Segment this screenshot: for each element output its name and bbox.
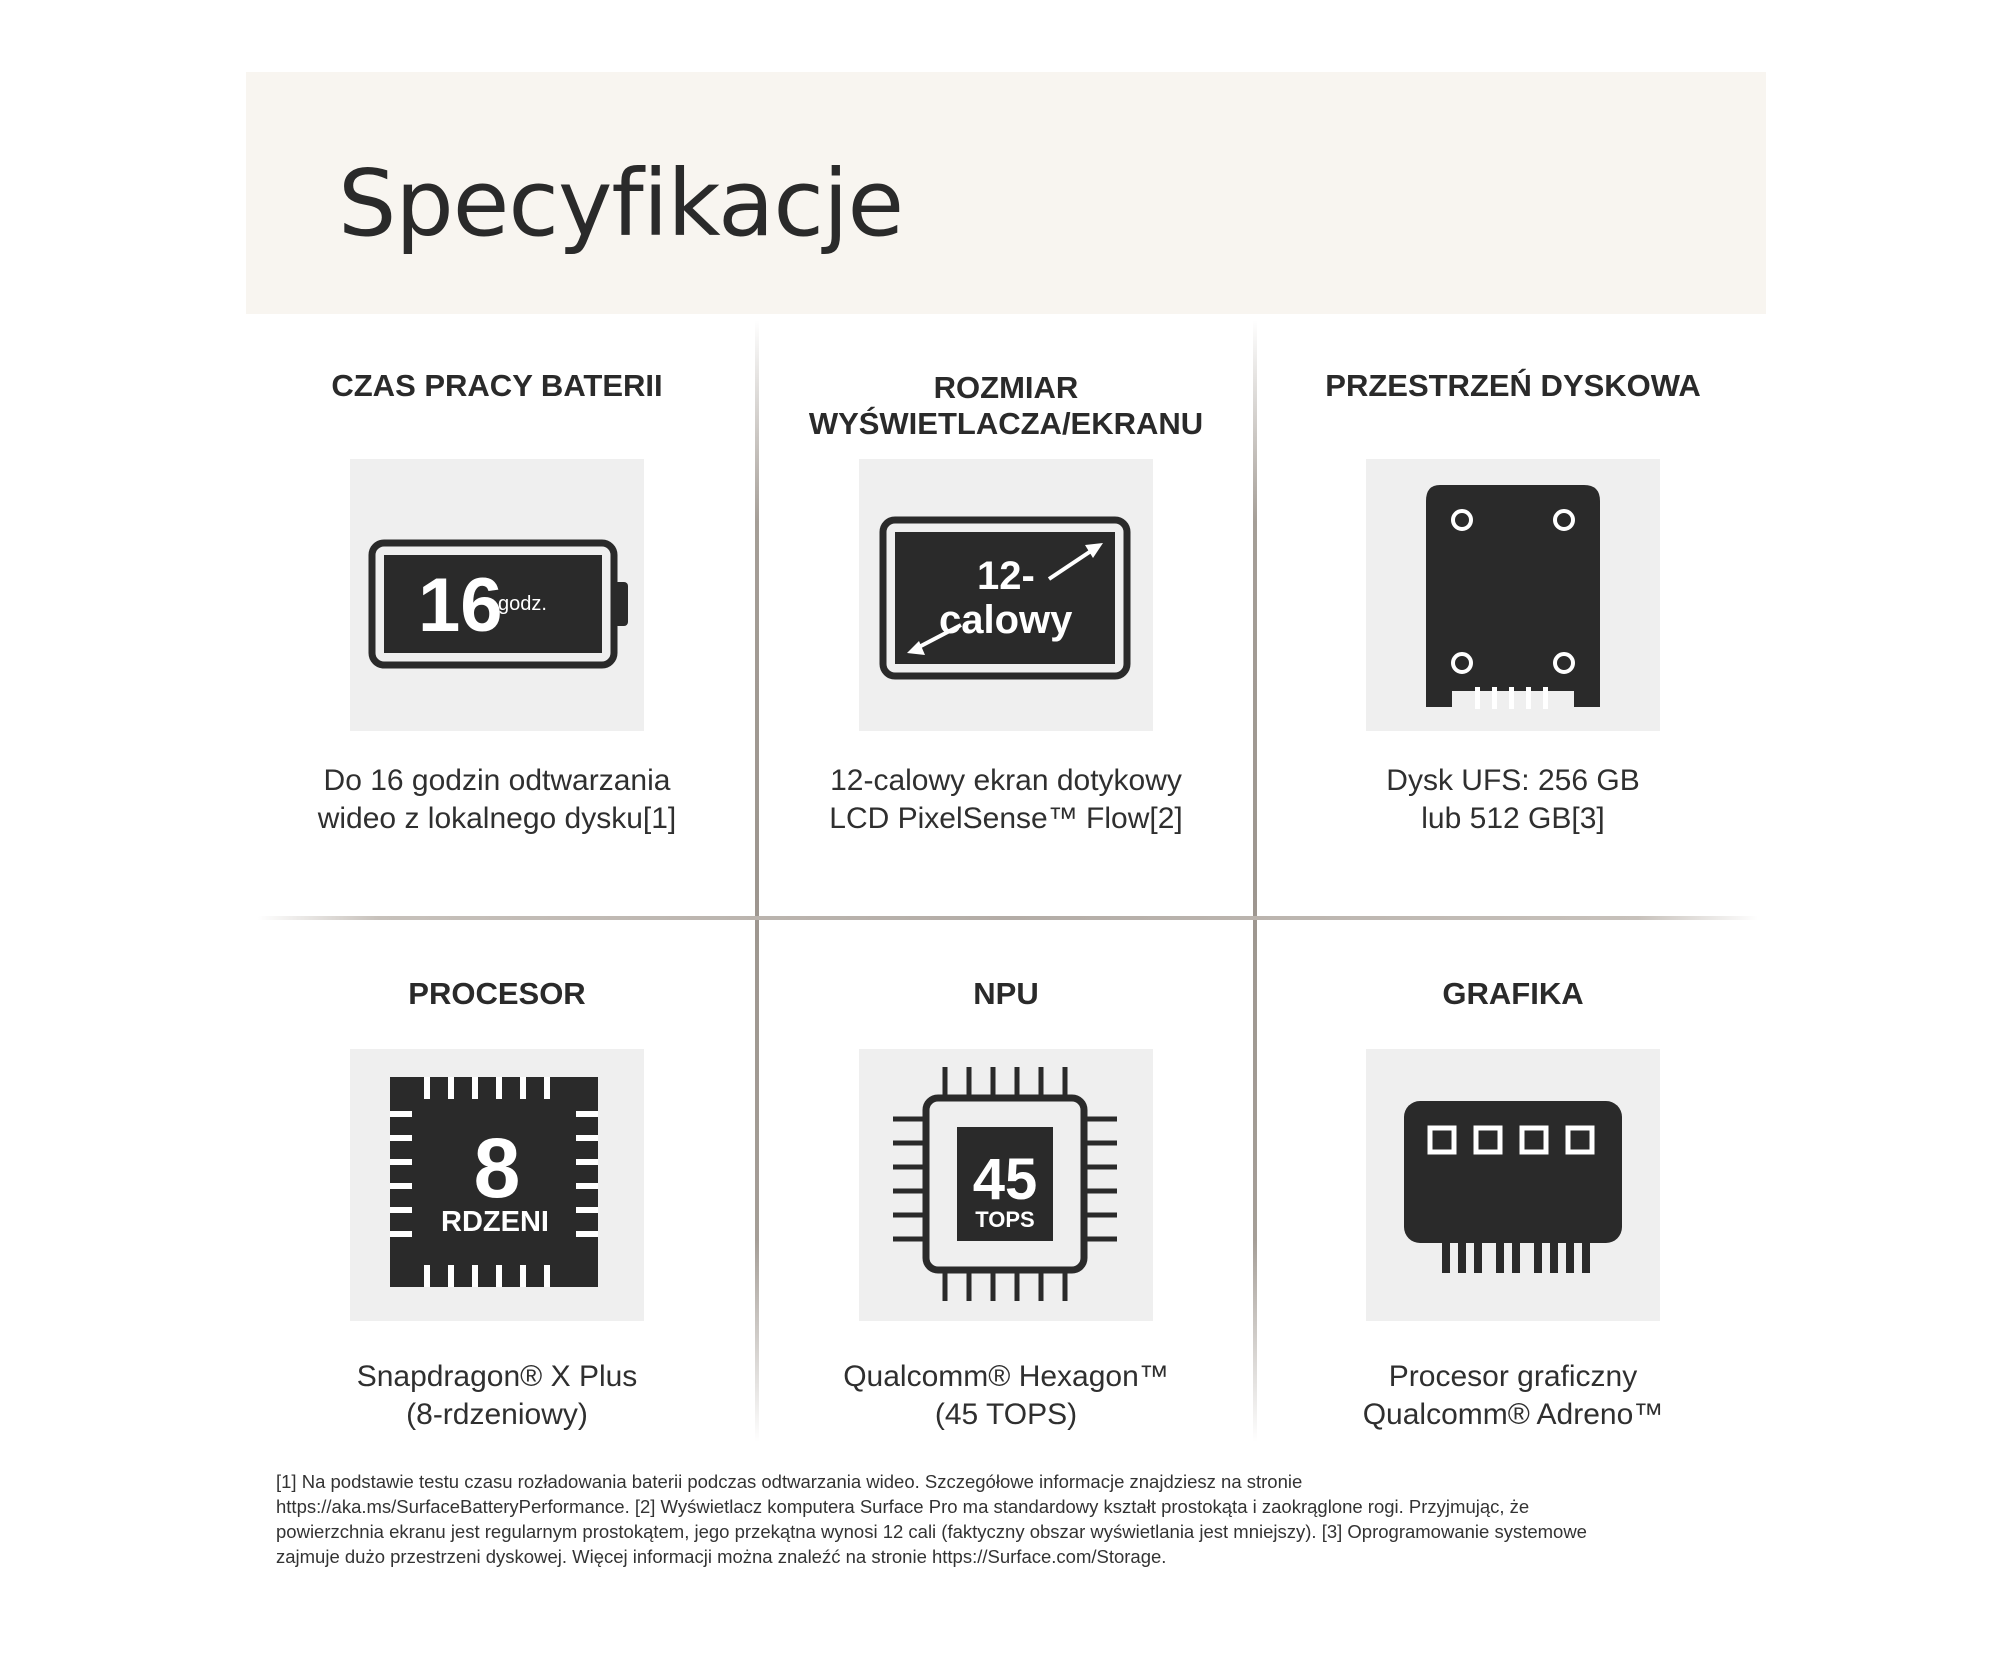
spec-description: Do 16 godzin odtwarzania wideo z lokalnego dysku[1] [317, 764, 677, 835]
processor-chip-icon [350, 1049, 644, 1321]
npu-tops-number: 45 [972, 1147, 1038, 1212]
footnote-line: powierzchnia ekranu jest regularnym prostokątem, jego przekątna wynosi 12 cali (faktyczny obszar wyświetlania jest mniejszy). [3] Oprogramowanie systemowe [276, 1521, 1587, 1542]
spec-title: GRAFIKA [1442, 976, 1584, 1011]
spec-description: 12-calowy ekran dotykowy LCD PixelSense™ Flow[2] [829, 764, 1183, 835]
spec-title: PROCESOR [408, 976, 586, 1011]
spec-description: Dysk UFS: 256 GB lub 512 GB[3] [1386, 764, 1640, 835]
display-size-number: 12- [977, 554, 1035, 598]
core-count-number: 8 [473, 1121, 521, 1215]
battery-hours-number: 16 [418, 563, 503, 648]
battery-hours-unit: godz. [498, 593, 547, 615]
footnote-line: https://aka.ms/SurfaceBatteryPerformance. [2] Wyświetlacz komputera Surface Pro ma standardowy kształt prostokąta i zaokrąglone rogi. Przyjmując, że [276, 1496, 1530, 1517]
spec-description: Qualcomm® Hexagon™ (45 TOPS) [843, 1360, 1169, 1431]
icon-tile [859, 459, 1153, 731]
icon-tile [1366, 1049, 1660, 1321]
spec-title: PRZESTRZEŃ DYSKOWA [1325, 368, 1701, 403]
spec-title: CZAS PRACY BATERII [331, 368, 663, 403]
footnote-line: zajmuje dużo przestrzeni dyskowej. Więcej informacji można znaleźć na stronie https://Surface.com/Storage. [276, 1546, 1167, 1567]
spec-title: NPU [973, 976, 1039, 1011]
battery-icon [350, 459, 644, 731]
grid-divider-vertical-2 [1253, 320, 1257, 1442]
gpu-card-icon [1366, 1049, 1660, 1321]
header-banner [246, 72, 1766, 314]
icon-tile [350, 459, 644, 731]
spec-title: ROZMIAR WYŚWIETLACZA/EKRANU [808, 370, 1204, 441]
icon-tile [859, 1049, 1153, 1321]
page-title: Specyfikacje [338, 150, 904, 257]
storage-icon [1366, 459, 1660, 731]
spec-description: Procesor graficzny Qualcomm® Adreno™ [1362, 1360, 1664, 1431]
icon-tile [350, 1049, 644, 1321]
core-count-label: RDZENI [441, 1206, 549, 1238]
display-icon [859, 459, 1153, 731]
grid-divider-horizontal [258, 916, 1758, 920]
npu-tops-label: TOPS [975, 1207, 1035, 1232]
footnotes [276, 1469, 1716, 1569]
icon-tile [1366, 459, 1660, 731]
spec-description: Snapdragon® X Plus (8-rdzeniowy) [356, 1360, 638, 1431]
display-size-unit: calowy [939, 598, 1073, 642]
npu-chip-icon [859, 1049, 1153, 1321]
footnote-line: [1] Na podstawie testu czasu rozładowania baterii podczas odtwarzania wideo. Szczegółowe informacje znajdziesz na stronie [276, 1471, 1303, 1492]
grid-divider-vertical-1 [755, 320, 759, 1442]
